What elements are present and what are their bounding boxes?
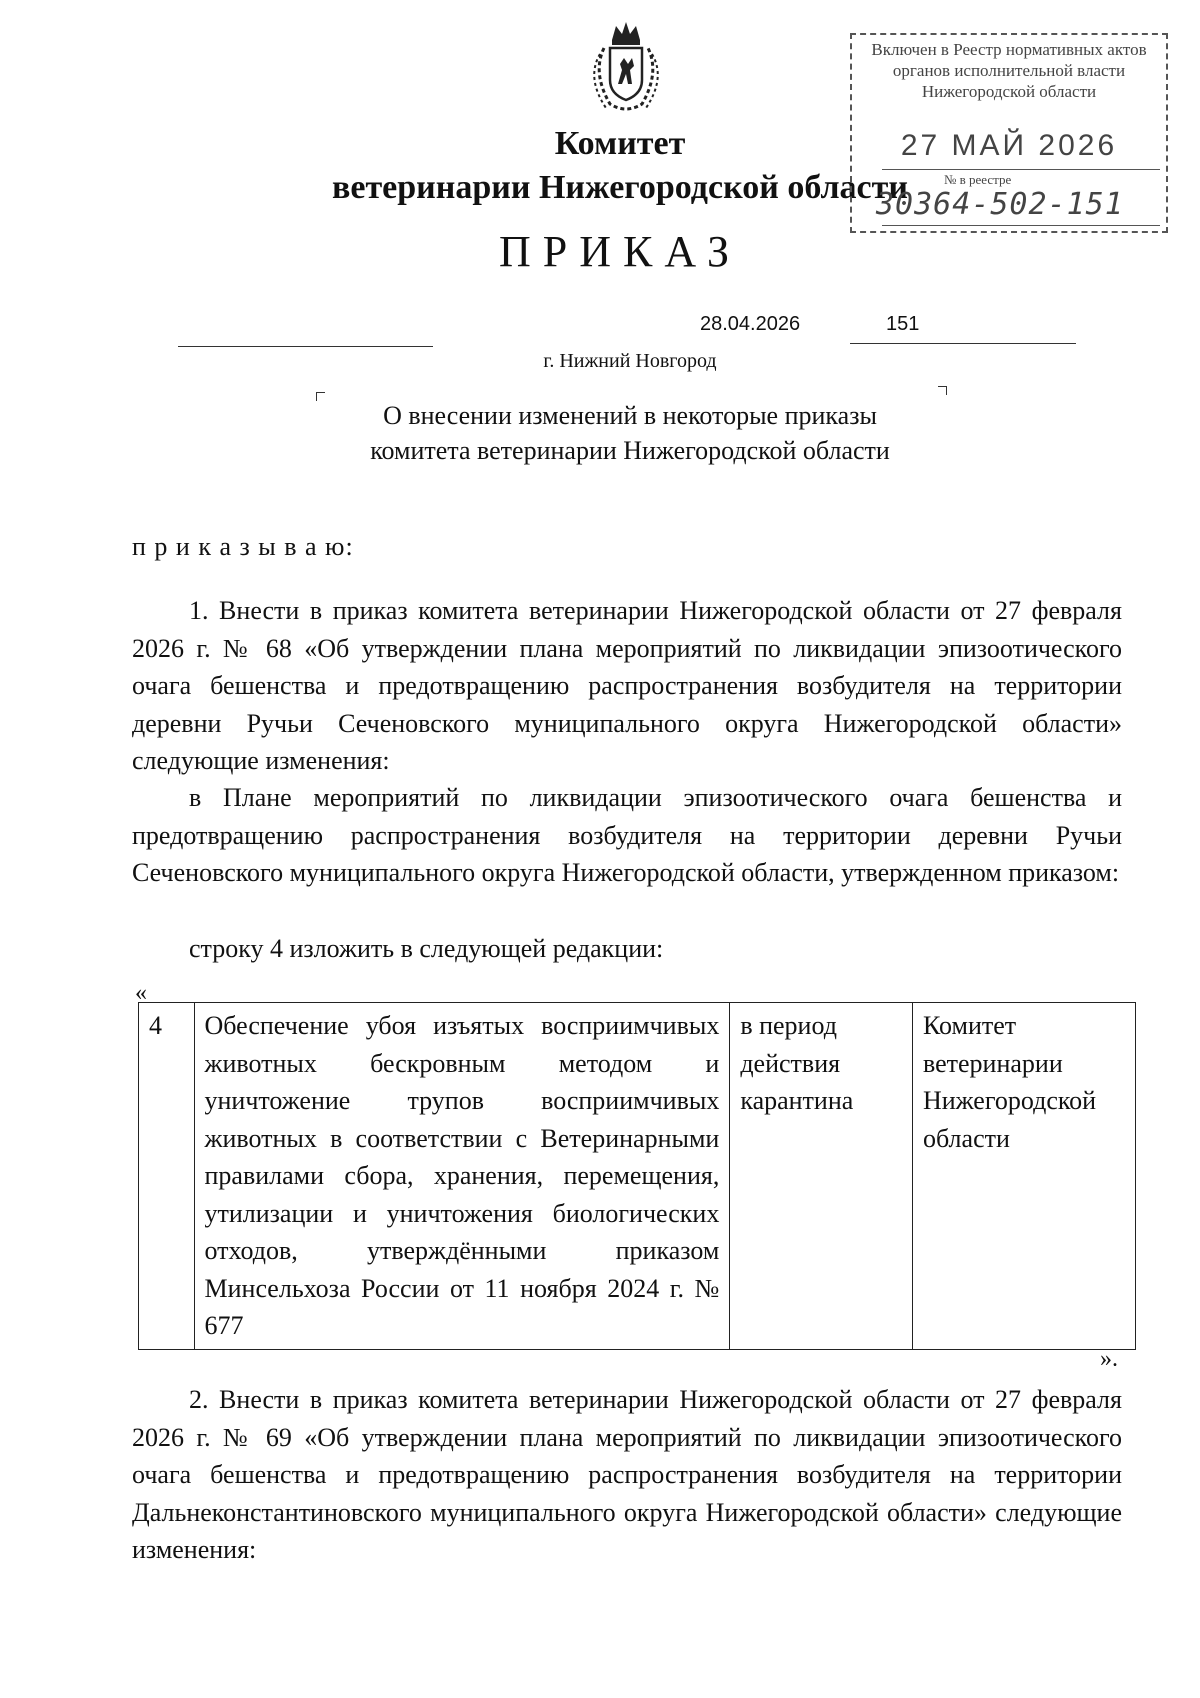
- subject-corner-right: [938, 386, 947, 395]
- row-term: в период действия карантина: [730, 1003, 913, 1350]
- stamp-text: Включен в Реестр нормативных актов органов исполнительной власти Нижегородской области: [871, 40, 1147, 101]
- order-number: 151: [886, 313, 920, 335]
- stamp-reg-label: № в реестре: [944, 172, 1012, 187]
- document-type: ПРИКАЗ: [498, 227, 742, 276]
- quote-open: «: [135, 980, 147, 1006]
- org-line-1: Комитет: [554, 125, 686, 162]
- subject-line-1: О внесении изменений в некоторые приказы: [383, 401, 877, 430]
- order-subject: [300, 398, 960, 468]
- item-1-paragraph: 1. Внести в приказ комитета ветеринарии Нижегородской области от 27 февраля 2026 г. № 68 «Об утверждении плана мероприятий по ликвидации эпизоотического очага бешенства и предотвращению распространения возбудителя на территории деревни Ручьи Сеченовского муниципального округа Нижегородской области» следующие изменения:: [132, 596, 1122, 775]
- plan-table: [138, 1002, 1136, 1350]
- stamp-date: 27 МАЙ 2026: [900, 129, 1118, 162]
- table-row: [139, 1003, 1136, 1350]
- row-responsible: Комитет ветеринарии Нижегородской области: [912, 1003, 1135, 1350]
- coat-of-arms-icon: [580, 18, 672, 118]
- org-line-2: ветеринарии Нижегородской области: [332, 169, 908, 206]
- registry-stamp: [850, 33, 1168, 233]
- row-number: 4: [139, 1003, 195, 1350]
- subject-line-2: комитета ветеринарии Нижегородской области: [370, 436, 890, 465]
- quote-close: ».: [1100, 1346, 1118, 1372]
- row-action: Обеспечение убоя изъятых восприимчивых животных бескровным методом и уничтожение трупов восприимчивых животных в соответствии с Ветеринарными правилами сбора, хранения, перемещения, утилизации и уничтожения биологических отходов, утверждёнными приказом Минсельхоза России от 11 ноября 2024 г. № 677: [194, 1003, 730, 1350]
- order-word: п р и к а з ы в а ю:: [132, 532, 354, 561]
- number-underline: [850, 343, 1076, 344]
- stamp-reg-number: 30364-502-151: [876, 187, 1124, 222]
- item-1-row-instruction: строку 4 изложить в следующей редакции:: [189, 934, 664, 963]
- stamp-divider-bottom: [882, 225, 1160, 226]
- stamp-divider: [882, 169, 1160, 170]
- order-date: 28.04.2026: [700, 313, 801, 335]
- city: г. Нижний Новгород: [543, 350, 717, 372]
- item-2-paragraph: 2. Внести в приказ комитета ветеринарии Нижегородской области от 27 февраля 2026 г. № 69 «Об утверждении плана мероприятий по ликвидации эпизоотического очага бешенства и предотвращению распространения возбудителя на территории Дальнеконстантиновского муниципального округа Нижегородской области» следующие изменения:: [132, 1385, 1122, 1564]
- item-1-sub-paragraph: в Плане мероприятий по ликвидации эпизоотического очага бешенства и предотвращению распространения возбудителя на территории деревни Ручьи Сеченовского муниципального округа Нижегородской области, утвержденном приказом:: [132, 783, 1122, 887]
- date-underline: [178, 346, 433, 347]
